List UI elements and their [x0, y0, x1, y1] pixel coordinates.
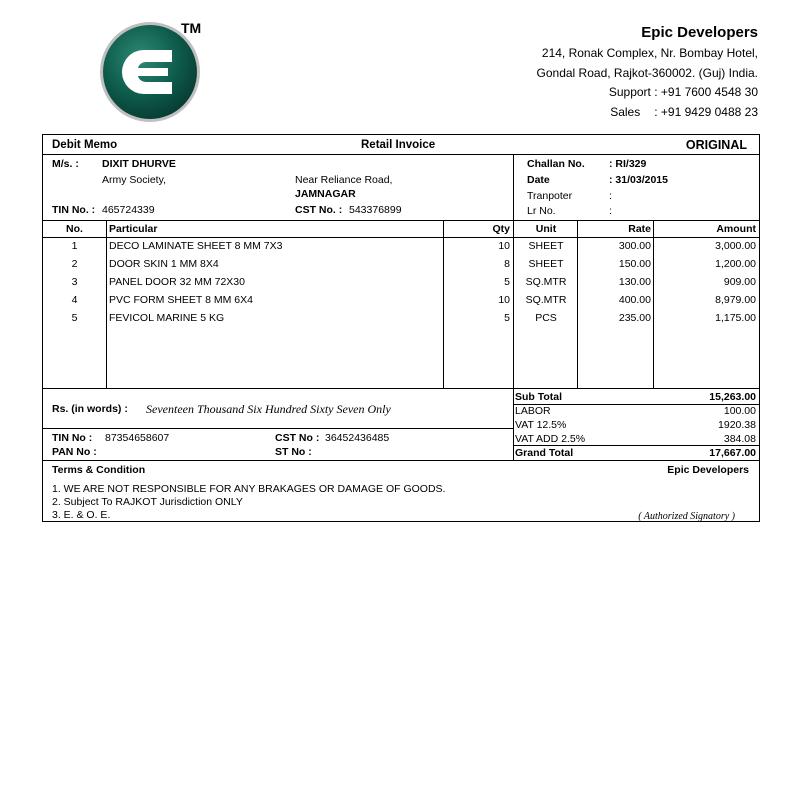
col-amount: Amount [716, 223, 756, 235]
buyer-tin: 465724339 [102, 204, 155, 216]
authorized-signatory: ( Authorized Signatory ) [638, 511, 735, 522]
row-amount: 3,000.00 [715, 240, 756, 252]
amount-in-words: Seventeen Thousand Six Hundred Sixty Seven Only [146, 402, 391, 416]
row-qty: 10 [498, 294, 510, 306]
seller-pan-label: PAN No : [52, 446, 97, 458]
labor-label: LABOR [515, 405, 551, 417]
ms-label: M/s. : [52, 158, 79, 170]
buyer-city: JAMNAGAR [295, 188, 356, 200]
sales-label: Sales [610, 104, 641, 119]
row-unit: PCS [535, 312, 557, 324]
row-particular: DOOR SKIN 1 MM 8X4 [109, 258, 219, 270]
row-no: 3 [71, 276, 78, 288]
grand-total-label: Grand Total [515, 447, 574, 459]
seller-tin-label: TIN No : [52, 432, 93, 444]
date-label: Date [527, 174, 550, 186]
sales-value: : +91 9429 0488 23 [654, 104, 758, 119]
trademark-symbol: TM [181, 20, 202, 36]
term-2: 2. Subject To RAJKOT Jurisdiction ONLY [52, 496, 243, 508]
buyer-name: DIXIT DHURVE [102, 158, 176, 170]
row-qty: 10 [498, 240, 510, 252]
row-no: 1 [71, 240, 78, 252]
col-unit: Unit [535, 223, 557, 235]
lr-value: : [609, 205, 612, 217]
row-particular: FEVICOL MARINE 5 KG [109, 312, 225, 324]
seller-tin: 87354658607 [105, 432, 170, 444]
terms-title: Terms & Condition [52, 464, 146, 476]
row-qty: 5 [504, 276, 510, 288]
company-address-line2: Gondal Road, Rajkot-360002. (Guj) India. [536, 65, 758, 80]
row-no: 5 [71, 312, 78, 324]
row-rate: 235.00 [618, 312, 651, 324]
lr-label: Lr No. [527, 205, 556, 217]
invoice-type: Retail Invoice [361, 139, 436, 151]
buyer-tin-label: TIN No. : [52, 204, 96, 216]
row-amount: 909.00 [723, 276, 756, 288]
labor-value: 100.00 [723, 405, 756, 417]
transporter-value: : [609, 190, 612, 202]
col-particular: Particular [109, 223, 158, 235]
row-rate: 150.00 [618, 258, 651, 270]
row-unit: SHEET [528, 240, 564, 252]
row-particular: DECO LAMINATE SHEET 8 MM 7X3 [109, 240, 283, 252]
row-particular: PVC FORM SHEET 8 MM 6X4 [109, 294, 253, 306]
row-unit: SQ.MTR [525, 276, 567, 288]
col-no: No. [66, 223, 83, 235]
row-unit: SHEET [528, 258, 564, 270]
seller-cst: 36452436485 [325, 432, 390, 444]
row-no: 2 [71, 258, 78, 270]
col-rate: Rate [628, 223, 651, 235]
term-1: 1. WE ARE NOT RESPONSIBLE FOR ANY BRAKAGES OR DAMAGE OF GOODS. [52, 483, 446, 495]
seller-cst-label: CST No : [275, 432, 320, 444]
company-sales-phone [537, 103, 758, 123]
row-amount: 1,175.00 [715, 312, 756, 324]
row-qty: 5 [504, 312, 510, 324]
grand-total-value: 17,667.00 [709, 447, 756, 459]
vat-value: 1920.38 [718, 419, 756, 431]
row-particular: PANEL DOOR 32 MM 72X30 [109, 276, 245, 288]
company-address-line1: 214, Ronak Complex, Nr. Bombay Hotel, [541, 46, 758, 60]
seller-st-label: ST No : [275, 446, 312, 458]
row-rate: 130.00 [618, 276, 651, 288]
subtotal-label: Sub Total [515, 391, 563, 403]
buyer-address-2: Near Reliance Road, [295, 174, 393, 186]
row-no: 4 [71, 294, 78, 306]
row-amount: 8,979.00 [715, 294, 756, 306]
company-info [537, 22, 758, 122]
row-rate: 300.00 [618, 240, 651, 252]
challan-label: Challan No. [527, 158, 585, 170]
debit-memo-label: Debit Memo [52, 139, 118, 151]
row-qty: 8 [504, 258, 510, 270]
company-name: Epic Developers [641, 24, 758, 41]
term-3: 3. E. & O. E. [52, 509, 111, 521]
row-unit: SQ.MTR [525, 294, 567, 306]
row-rate: 400.00 [618, 294, 651, 306]
row-amount: 1,200.00 [715, 258, 756, 270]
transporter-label: Tranpoter [527, 190, 573, 202]
challan-value: : RI/329 [609, 158, 647, 170]
col-qty: Qty [492, 223, 510, 235]
vat-add-label: VAT ADD 2.5% [515, 433, 586, 445]
buyer-cst: 543376899 [349, 204, 402, 216]
copy-label: ORIGINAL [685, 138, 747, 152]
terms-company: Epic Developers [667, 464, 749, 476]
company-support-phone: Support : +91 7600 4548 30 [608, 85, 758, 99]
invoice-box [42, 134, 760, 522]
subtotal-value: 15,263.00 [709, 391, 756, 403]
vat-add-value: 384.08 [723, 433, 756, 445]
buyer-address-1: Army Society, [102, 174, 166, 186]
words-label: Rs. (in words) : [52, 403, 128, 415]
buyer-cst-label: CST No. : [295, 204, 343, 216]
date-value: : 31/03/2015 [609, 174, 668, 186]
vat-label: VAT 12.5% [515, 419, 567, 431]
